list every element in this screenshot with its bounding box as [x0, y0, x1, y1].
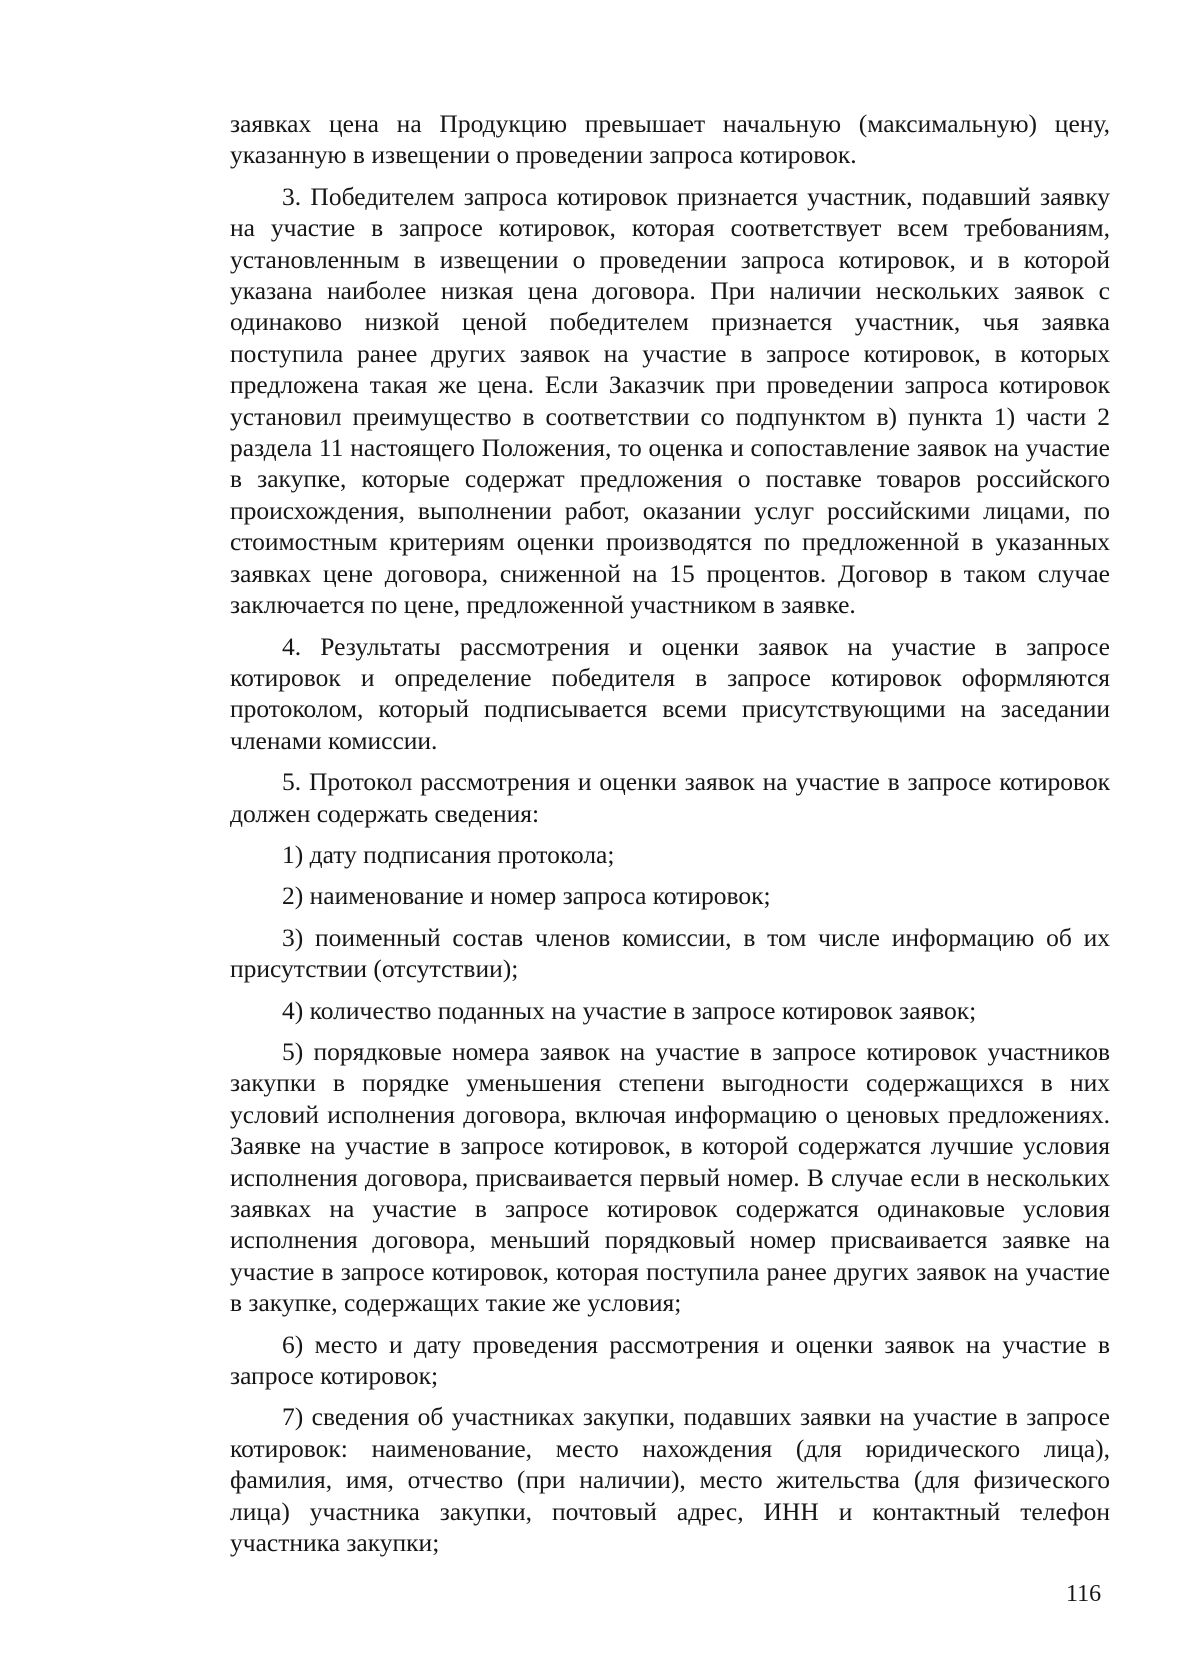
list-item-3: 3) поименный состав членов комиссии, в том числе информацию об их присутствии (отсутствии);: [230, 922, 1110, 984]
list-item-7: 7) сведения об участниках закупки, подавших заявки на участие в запросе котировок: наименование, место нахождения (для юридического лица), фамилия, имя, отчество (при наличии), место жительства (для физического лица) участника закупки, почтовый адрес, ИНН и контактный телефон участника закупки;: [230, 1402, 1110, 1558]
page-number: 116: [1066, 1581, 1102, 1607]
document-body: [230, 108, 1110, 1568]
paragraph-item-5: 5. Протокол рассмотрения и оценки заявок на участие в запросе котировок должен содержать сведения:: [230, 767, 1110, 828]
list-item-6: 6) место и дату проведения рассмотрения и оценки заявок на участие в запросе котировок;: [230, 1329, 1110, 1391]
list-item-1: 1) дату подписания протокола;: [282, 839, 615, 869]
paragraph-continuation: заявках цена на Продукцию превышает начальную (максимальную) цену, указанную в извещении о проведении запроса котировок.: [230, 109, 1110, 170]
list-item-4: 4) количество поданных на участие в запросе котировок заявок;: [282, 995, 977, 1025]
list-item-5: 5) порядковые номера заявок на участие в запросе котировок участников закупки в порядке уменьшения степени выгодности содержащихся в них условий исполнения договора, включая информацию о ценовых предложениях. Заявке на участие в запросе котировок, в которой содержатся лучшие условия исполнения договора, присваивается первый номер. В случае если в нескольких заявках на участие в запросе котировок содержатся одинаковые условия исполнения договора, меньший порядковый номер присваивается заявке на участие в запросе котировок, которая поступила ранее других заявок на участие в закупке, содержащих такие же условия;: [230, 1036, 1110, 1318]
paragraph-item-4: 4. Результаты рассмотрения и оценки заявок на участие в запросе котировок и определение победителя в запросе котировок оформляются протоколом, который подписывается всеми присутствующими на заседании членами комиссии.: [230, 631, 1110, 755]
list-item-2: 2) наименование и номер запроса котировок;: [282, 881, 771, 911]
paragraph-item-3: 3. Победителем запроса котировок признается участник, подавший заявку на участие в запросе котировок, которая соответствует всем требованиям, установленным в извещении о проведении запроса котировок, и в которой указана наиболее низкая цена договора. При наличии нескольких заявок с одинаково низкой ценой победителем признается участник, чья заявка поступила ранее других заявок на участие в запросе котировок, в которых предложена такая же цена. Если Заказчик при проведении запроса котировок установил преимущество в соответствии со подпунктом в) пункта 1) части 2 раздела 11 настоящего Положения, то оценка и сопоставление заявок на участие в закупке, которые содержат предложения о поставке товаров российского происхождения, выполнении работ, оказании услуг российскими лицами, по стоимостным критериям оценки производятся по предложенной в указанных заявках цене договора, сниженной на 15 процентов. Договор в таком случае заключается по цене, предложенной участником в заявке.: [230, 181, 1110, 620]
